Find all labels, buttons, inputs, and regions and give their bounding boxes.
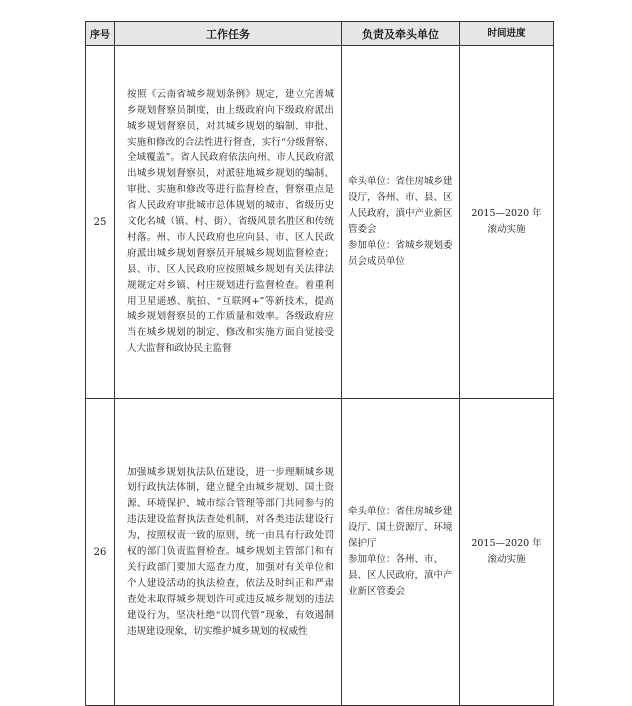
work-task-table <box>85 21 554 706</box>
row-number: 25 <box>86 46 115 399</box>
row-number: 26 <box>86 399 115 706</box>
participating-unit: 参加单位：各州、市、县、区人民政府，滇中产业新区管委会 <box>348 554 453 597</box>
header-progress: 时间进度 <box>460 22 554 46</box>
unit-text <box>342 174 459 270</box>
table-row <box>86 399 554 706</box>
unit-text <box>342 504 459 600</box>
task-text: 加强城乡规划执法队伍建设，进一步理顺城乡规划行政执法体制，建立健全由城乡规划、国土资源、环境保护、城市综合管理等部门共同参与的违法建设监督执法查处机制，对各类违法建设行为，按照权责一致的原则，统一由具有行政处罚权的部门负责监督检查。城乡规划主管部门和有关行政部门要加大巡查力度，加强对有关单位和个人建设活动的执法检查，依法及时纠正和严肃查处未取得城乡规划许可或违反城乡规划的违法建设行为，坚决杜绝“以罚代管”现象，有效遏制违规建设现象，切实维护城乡规划的权威性 <box>127 466 334 637</box>
unit-cell <box>342 46 460 399</box>
task-cell <box>115 399 342 706</box>
progress-status: 滚动实施 <box>487 224 526 235</box>
table-row <box>86 46 554 399</box>
progress-cell <box>460 46 554 399</box>
progress-years: 2015—2020 年 <box>471 208 542 219</box>
table-header-row <box>86 22 554 46</box>
task-cell <box>115 46 342 399</box>
progress-years: 2015—2020 年 <box>471 538 542 549</box>
unit-cell <box>342 399 460 706</box>
participating-unit: 参加单位：省城乡规划委员会成员单位 <box>348 240 453 267</box>
lead-unit: 牵头单位：省住房城乡建设厅，各州、市、县、区人民政府，滇中产业新区管委会 <box>348 176 453 235</box>
header-no: 序号 <box>86 22 115 46</box>
lead-unit: 牵头单位：省住房城乡建设厅、国土资源厅、环境保护厅 <box>348 506 453 549</box>
header-unit: 负责及牵头单位 <box>342 22 460 46</box>
progress-cell <box>460 399 554 706</box>
header-task: 工作任务 <box>115 22 342 46</box>
task-text: 按照《云南省城乡规划条例》规定，建立完善城乡规划督察员制度，由上级政府向下级政府派出城乡规划督察员，对其城乡规划的编制、审批、实施和修改的合法性进行督查，实行“分级督察、全域覆盖”。省人民政府依法向州、市人民政府派出城乡规划督察员，对派驻地城乡规划的编制、审批、实施和修改等进行监督检查，督察重点是省人民政府审批城市总体规划的城市、省级历史文化名城（镇、村、街）、省级风景名胜区和传统村落。州、市人民政府也应向县、市、区人民政府派出城乡规划督察员开展城乡规划监督检查；县、市、区人民政府应按照城乡规划有关法律法规规定对乡镇、村庄规划进行监督检查。着重利用卫星遥感、航拍、“互联网+”等新技术，提高城乡规划督察员的工作质量和效率。各级政府应当在城乡规划的制定、修改和实施方面自觉接受人大监督和政协民主监督 <box>127 88 334 355</box>
progress-status: 滚动实施 <box>487 554 526 565</box>
